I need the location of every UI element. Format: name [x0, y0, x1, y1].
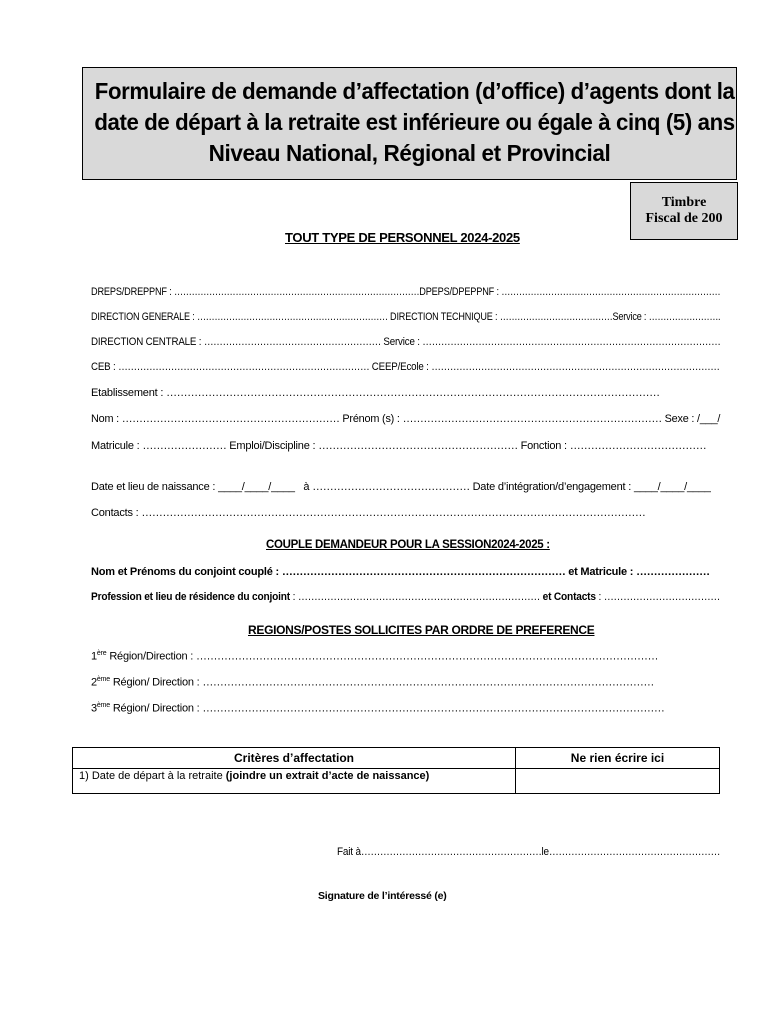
criteria-header-row — [73, 748, 720, 769]
service2-label: Service : — [383, 336, 420, 348]
dir-technique-field[interactable]: ………………………………… — [499, 311, 613, 323]
row-matricule — [91, 440, 706, 452]
sexe-label: Sexe : — [664, 413, 695, 425]
row-direction-generale — [91, 311, 720, 323]
choice-2-num: 2 — [91, 676, 97, 689]
conjoint-matricule-field[interactable]: ………………… — [636, 566, 710, 578]
conjoint-nom-field[interactable]: ……………………………………………………………………… — [281, 566, 566, 578]
prenom-label: Prénom (s) : — [342, 413, 400, 425]
fonction-field[interactable]: ………………………………… — [569, 440, 707, 452]
lieu-field[interactable]: ……………………………………… — [312, 481, 470, 493]
choice-2 — [91, 676, 654, 689]
section2-heading: COUPLE DEMANDEUR POUR LA SESSION2024-2025 : — [266, 539, 550, 551]
dir-generale-field[interactable]: ………………………………………………………… — [197, 311, 388, 323]
criteria-table — [72, 747, 720, 794]
choice-3-field[interactable]: …………………………………………………………………………………………………………………… — [202, 702, 665, 715]
etablissement-field[interactable]: …………………………………………………………………………………………………………………………… — [166, 387, 660, 399]
conjoint-profession-field[interactable]: ………………………………………………………………… — [297, 591, 540, 603]
choice-2-label: Région/ Direction : — [112, 676, 200, 689]
prenom-field[interactable]: ………………………………………………………………… — [402, 413, 662, 425]
dir-centrale-field[interactable]: ………………………………………………… — [203, 336, 381, 348]
title-line-3: Niveau National, Régional et Provincial — [208, 140, 611, 166]
dir-generale-label: DIRECTION GENERALE : — [91, 311, 195, 323]
a-label: à — [303, 481, 310, 493]
title-line-2: date de départ à la retraite est inférieure ou égale à cinq (5) ans — [94, 109, 735, 135]
le-field[interactable]: ……………………………………………… — [548, 846, 720, 858]
criteria-cell — [73, 769, 516, 794]
service2-field[interactable]: …………………………………………………………………………………… — [422, 336, 721, 348]
row-contacts — [91, 507, 645, 519]
choice-1 — [91, 650, 658, 663]
service-label: Service : — [612, 311, 647, 323]
choice-2-sup: ème — [96, 676, 110, 683]
timbre-line-2: Fiscal de 200 — [645, 211, 723, 226]
conjoint-profession-label: Profession et lieu de résidence du conjoint — [91, 591, 290, 603]
dpeps-field[interactable]: ………………………………………………………………… — [501, 286, 721, 298]
criteria-text: 1) Date de départ à la retraite — [79, 770, 223, 782]
row-dreps — [91, 286, 720, 298]
conjoint-contacts-label: et Contacts — [542, 591, 596, 603]
fonction-label: Fonction : — [520, 440, 567, 452]
choice-1-sup: ère — [96, 650, 107, 657]
service-field[interactable]: ……………………. — [648, 311, 721, 323]
nom-label: Nom : — [91, 413, 119, 425]
row-conjoint-profession: Profession et lieu de résidence du conjoint : ………………………………………………………………… et Contacts : ……………………………… — [91, 591, 720, 603]
row-etablissement — [91, 387, 660, 399]
row-ceb — [91, 361, 720, 373]
sexe-field[interactable]: /___/ — [697, 413, 721, 425]
choice-1-field[interactable]: …………………………………………………………………………………………………………………… — [196, 650, 659, 663]
ceep-field[interactable]: ………………………………………………………………………………… — [431, 361, 720, 373]
criteria-col-header: Critères d’affectation — [73, 748, 516, 769]
dpeps-label: DPEPS/DPEPPNF : — [419, 286, 499, 298]
reserved-cell — [516, 769, 720, 794]
conjoint-nom-label: Nom et Prénoms du conjoint couplé : — [91, 566, 279, 578]
dreps-label: DREPS/DREPPNF : — [91, 286, 172, 298]
ceb-field[interactable]: ……………………………………………………………………… — [118, 361, 370, 373]
row-naissance — [91, 481, 711, 493]
choice-3-num: 3 — [91, 702, 97, 715]
conjoint-contacts-field[interactable]: ……………………………… — [603, 591, 720, 603]
choice-1-label: Région/Direction : — [109, 650, 194, 663]
choice-2-field[interactable]: ………………………………………………………………………………………………………………… — [202, 676, 654, 689]
form-title-box — [82, 67, 737, 180]
choice-3 — [91, 702, 664, 715]
fait-field[interactable]: ………………………………………………… — [360, 846, 542, 858]
choice-3-sup: ème — [96, 702, 110, 709]
matricule-label: Matricule : — [91, 440, 140, 452]
choice-3-label: Région/ Direction : — [112, 702, 200, 715]
row-fait — [337, 846, 720, 858]
row-conjoint-nom — [91, 566, 710, 578]
timbre-line-1: Timbre — [661, 195, 707, 210]
emploi-label: Emploi/Discipline : — [229, 440, 316, 452]
emploi-field[interactable]: ………………………………………………… — [318, 440, 518, 452]
etablissement-label: Etablissement : — [91, 387, 164, 399]
choice-1-num: 1 — [91, 650, 97, 663]
contacts-label: Contacts : — [91, 507, 139, 519]
matricule-field[interactable]: …………………… — [142, 440, 227, 452]
naissance-date-field[interactable]: ____/____/____ — [218, 481, 295, 493]
row-direction-centrale — [91, 336, 720, 348]
dreps-field[interactable]: ………………………………………………………………………… — [174, 286, 420, 298]
nom-field[interactable]: ……………………………………………………… — [121, 413, 340, 425]
reserved-col-header: Ne rien écrire ici — [516, 748, 720, 769]
dir-technique-label: DIRECTION TECHNIQUE : — [390, 311, 498, 323]
ceb-label: CEB : — [91, 361, 116, 373]
dir-centrale-label: DIRECTION CENTRALE : — [91, 336, 202, 348]
title-line-1: Formulaire de demande d’affectation (d’office) d’agents dont la — [94, 78, 735, 104]
section3-heading: REGIONS/POSTES SOLLICITES PAR ORDRE DE PREFERENCE — [248, 623, 595, 637]
le-label: le — [541, 846, 549, 858]
signature-label: Signature de l’intéressé (e) — [318, 890, 447, 902]
integration-label: Date d’intégration/d’engagement : — [472, 481, 632, 493]
row-nom — [91, 413, 720, 425]
criteria-note: (joindre un extrait d’acte de naissance) — [225, 770, 430, 782]
ceep-label: CEEP/Ecole : — [371, 361, 429, 373]
conjoint-matricule-label: et Matricule : — [568, 566, 634, 578]
naissance-label: Date et lieu de naissance : — [91, 481, 216, 493]
integration-date-field[interactable]: ____/____/____ — [633, 481, 711, 493]
table-row — [73, 769, 720, 794]
fait-label: Fait à — [337, 846, 361, 858]
timbre-fiscal-box — [630, 182, 738, 240]
contacts-field[interactable]: ……………………………………………………………………………………………………………………………… — [141, 507, 646, 519]
section1-heading: TOUT TYPE DE PERSONNEL 2024-2025 — [285, 230, 520, 245]
